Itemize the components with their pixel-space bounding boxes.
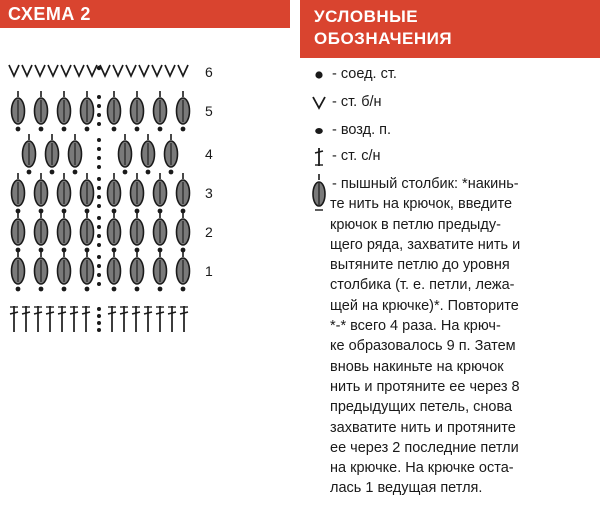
chain-dot	[62, 287, 67, 292]
single-crochet	[178, 65, 188, 76]
chain-dot	[62, 248, 67, 253]
double-crochet-bar	[156, 312, 164, 314]
chain-dot	[135, 127, 140, 132]
double-crochet-bar	[120, 312, 128, 314]
single-crochet	[22, 65, 32, 76]
diagram-title: СХЕМА 2	[0, 0, 290, 28]
double-crochet-cross-icon	[310, 146, 332, 166]
description-line: столбика (т. е. петли, лежа-	[330, 277, 515, 294]
legend-text: - соед. ст.	[332, 66, 397, 82]
chain-dot	[97, 138, 101, 142]
double-crochet-bar	[22, 312, 30, 314]
chain-dot	[169, 170, 174, 175]
chain-dot	[97, 204, 101, 208]
chain-dot	[112, 209, 117, 214]
chain-dot	[97, 113, 101, 117]
single-crochet	[113, 65, 123, 76]
chain-dot	[16, 287, 21, 292]
chain-dot	[62, 127, 67, 132]
double-crochet-bar	[10, 312, 18, 314]
description-line: ее через 2 последние петли	[330, 439, 519, 456]
single-crochet	[74, 65, 84, 76]
legend-title	[300, 0, 600, 58]
double-crochet-bar	[180, 312, 188, 314]
chain-dot	[97, 243, 101, 247]
chain-dot	[97, 321, 101, 325]
single-crochet	[126, 65, 136, 76]
legend-text: - ст. б/н	[332, 94, 382, 110]
single-crochet	[9, 65, 19, 76]
chain-dot	[27, 170, 32, 175]
chain-dot	[112, 287, 117, 292]
chain-dot	[135, 287, 140, 292]
double-crochet-bar	[34, 312, 42, 314]
chain-dot	[97, 282, 101, 286]
chain-dot	[39, 209, 44, 214]
chain-dot	[158, 209, 163, 214]
chain-dot	[97, 273, 101, 277]
chain-dot	[85, 248, 90, 253]
legend-item-double-crochet	[310, 146, 380, 166]
chain-dot	[97, 225, 101, 229]
chain-dot	[135, 209, 140, 214]
chain-dot	[158, 287, 163, 292]
chain-dot	[112, 248, 117, 253]
description-line: *-* всего 4 раза. На крюч-	[330, 318, 501, 335]
chain-dot	[181, 248, 186, 253]
puff-stitch-description	[310, 174, 600, 499]
single-crochet	[152, 65, 162, 76]
chain-dot	[97, 195, 101, 199]
description-line: вытяните петлю до уровня	[330, 257, 510, 274]
description-line: ке образовалось 9 п. Затем	[330, 338, 516, 355]
double-crochet-bar	[132, 312, 140, 314]
chain-dot	[123, 170, 128, 175]
chain-dot	[97, 264, 101, 268]
chain-dot	[181, 127, 186, 132]
diagram-panel	[0, 0, 290, 519]
double-crochet-bar	[82, 312, 90, 314]
chain-dot	[97, 307, 101, 311]
chain-dot	[97, 177, 101, 181]
chain-dot	[97, 104, 101, 108]
chain-dot	[39, 248, 44, 253]
chain-dot	[181, 209, 186, 214]
chain-dot	[97, 165, 101, 169]
row-number: 5	[205, 103, 213, 119]
description-line: щего ряда, захватите нить и	[330, 236, 521, 253]
description-line: - пышный столбик: *накинь-	[332, 176, 519, 192]
chain-dot-icon	[310, 120, 332, 140]
chain-dot	[97, 328, 101, 332]
row-number: 1	[205, 263, 213, 279]
chain-dot	[112, 127, 117, 132]
row-number: 2	[205, 224, 213, 240]
description-line: нить и протяните ее через 8	[330, 378, 520, 395]
chain-dot	[97, 216, 101, 220]
double-crochet-bar	[168, 312, 176, 314]
chain-dot	[50, 170, 55, 175]
chain-dot	[16, 209, 21, 214]
row-number: 3	[205, 185, 213, 201]
chain-dot	[158, 127, 163, 132]
description-line: лась 1 ведущая петля.	[330, 480, 483, 497]
chain-dot	[85, 127, 90, 132]
double-crochet-bar	[46, 312, 54, 314]
chain-dot	[97, 314, 101, 318]
legend-item-single-crochet	[310, 92, 382, 112]
single-crochet	[48, 65, 58, 76]
chain-dot	[97, 95, 101, 99]
chain-dot	[135, 248, 140, 253]
chain-dot	[39, 127, 44, 132]
single-crochet	[100, 65, 110, 76]
row-number: 6	[205, 64, 213, 80]
legend-text: - ст. с/н	[332, 148, 381, 164]
legend-title-line2: ОБОЗНАЧЕНИЯ	[314, 29, 453, 48]
chain-dot	[97, 147, 101, 151]
legend-title-line1: УСЛОВНЫЕ	[314, 7, 419, 26]
description-line: вновь накиньте на крючок	[330, 358, 504, 375]
legend-item-slip-stitch	[310, 64, 397, 84]
crochet-chart	[0, 28, 290, 348]
description-line: на крючке. На крючке оста-	[330, 460, 514, 477]
single-crochet	[165, 65, 175, 76]
chain-dot	[158, 248, 163, 253]
chain-dot	[73, 170, 78, 175]
chain-dot	[85, 209, 90, 214]
chain-dot	[39, 287, 44, 292]
chain-dot	[85, 287, 90, 292]
chain-dot	[62, 209, 67, 214]
slip-stitch-dot-icon	[310, 64, 332, 84]
legend-text: - возд. п.	[332, 122, 392, 138]
chain-dot	[97, 255, 101, 259]
puff-stitch-legend	[310, 174, 600, 499]
row-number: 4	[205, 146, 213, 162]
legend-item-chain	[310, 120, 391, 140]
puff-stitch-icon	[310, 174, 332, 194]
chain-dot	[181, 287, 186, 292]
double-crochet-bar	[108, 312, 116, 314]
chain-dot	[97, 122, 101, 126]
description-line: те нить на крючок, введите	[330, 196, 513, 213]
chain-dot	[97, 66, 101, 70]
chain-dot	[97, 186, 101, 190]
chain-dot	[146, 170, 151, 175]
single-crochet	[87, 65, 97, 76]
chain-dot	[97, 234, 101, 238]
double-crochet-bar	[70, 312, 78, 314]
chain-dot	[16, 127, 21, 132]
chain-dot	[16, 248, 21, 253]
chain-dot	[97, 156, 101, 160]
single-crochet	[35, 65, 45, 76]
single-crochet	[61, 65, 71, 76]
description-line: предыдущих петель, снова	[330, 399, 513, 416]
description-line: крючок в петлю предыду-	[330, 216, 501, 233]
single-crochet-v-icon	[310, 92, 332, 112]
description-line: захватите нить и протяните	[330, 419, 516, 436]
double-crochet-bar	[58, 312, 66, 314]
double-crochet-bar	[144, 312, 152, 314]
single-crochet	[139, 65, 149, 76]
description-line: щей на крючке)*. Повторите	[330, 297, 519, 314]
